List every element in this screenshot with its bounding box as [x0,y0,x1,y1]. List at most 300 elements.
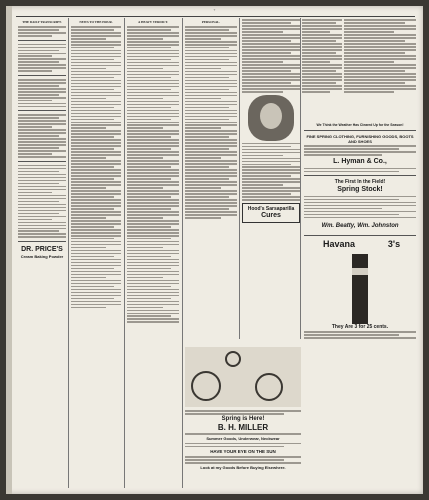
text-line [71,119,114,121]
text-line [71,151,121,153]
text-line [71,113,121,115]
text-line [185,89,229,91]
text-line [71,154,121,156]
text-line [127,29,171,31]
text-line [71,65,121,67]
text-line [71,71,121,73]
text-line [185,80,237,82]
text-line [18,165,66,167]
text-line [242,146,291,148]
text-line [18,236,66,238]
text-line [18,153,52,155]
text-line [71,208,114,210]
text-line [127,80,179,82]
text-line [304,337,416,339]
text-line [71,274,121,276]
col2-headline: NEWS TO THE HOUR. [79,20,113,24]
text-line [185,68,221,70]
text-line [127,116,179,118]
text-line [18,129,66,131]
text-line [185,32,237,34]
text-line [127,310,179,312]
text-line [127,238,171,240]
text-line [127,163,179,165]
text-line [242,187,300,189]
text-line [242,91,283,93]
text-line [71,241,121,243]
spring-stock-ad: Spring Stock! [337,186,383,194]
text-line [127,259,179,261]
text-line [18,53,66,55]
text-line [185,181,237,183]
text-line [71,256,114,258]
text-line [127,274,179,276]
text-line [18,219,52,221]
text-line [304,205,416,207]
text-line [71,247,106,249]
text-line [71,211,121,213]
hoods-ad-sub: Cures [261,211,281,219]
text-line [344,70,405,72]
text-line [185,175,237,177]
text-line [18,228,66,230]
text-line [71,122,121,124]
text-line [344,55,416,57]
text-line [185,169,237,171]
text-line [242,58,300,60]
text-line [71,244,121,246]
text-line [242,52,291,54]
text-line [127,83,179,85]
text-line [71,214,121,216]
text-line [127,172,179,174]
text-line [71,50,121,52]
text-line [127,268,171,270]
text-line [127,35,179,37]
text-line [185,113,237,115]
text-line [242,161,300,163]
text-line [71,235,121,237]
text-line [71,47,114,49]
havana-ad: Havana [322,238,356,249]
miller-ad: B. H. MILLER [217,422,269,432]
text-line [185,462,301,464]
text-line [185,47,229,49]
text-line [127,62,179,64]
text-line [18,174,66,176]
text-line [304,148,399,150]
text-line [127,122,179,124]
price-ad-brand: DR. PRICE'S [21,246,63,254]
text-line [18,55,52,57]
text-line [71,98,106,100]
text-line [127,142,179,144]
text-line [185,35,237,37]
text-line [71,175,121,177]
text-line [18,26,66,28]
text-line [18,150,66,152]
text-line [71,110,121,112]
text-line [18,103,66,105]
text-line [185,136,229,138]
column-rule [68,18,69,488]
price-ad-product: Cream Baking Powder [20,254,64,260]
text-line [242,190,300,192]
text-line [242,43,300,45]
text-line [71,62,121,64]
text-line [127,247,163,249]
text-line [71,265,121,267]
text-line [127,166,171,168]
text-line [127,169,179,171]
text-line [344,85,416,87]
text-line [242,164,291,166]
text-line [242,82,291,84]
text-line [71,217,106,219]
text-line [71,127,106,129]
text-line [71,77,114,79]
text-line [71,205,121,207]
text-line [344,40,405,42]
text-line [18,183,59,185]
text-line [185,163,237,165]
text-line [18,141,66,143]
text-line [71,172,121,174]
text-line [71,41,121,43]
text-line [127,89,171,91]
text-line [185,101,237,103]
text-line [18,123,66,125]
text-line [185,74,237,76]
text-line [304,151,416,153]
page-gutter [6,6,12,494]
text-line [242,143,300,145]
three-for-ad: They Are 3 for 25 cents. [331,323,389,330]
text-line [71,157,106,159]
text-line [185,44,237,46]
column-rule [304,175,416,176]
text-line [71,95,121,97]
newspaper-page [6,6,423,494]
text-line [185,119,229,121]
text-line [127,250,179,252]
text-line [185,443,301,445]
text-line [185,86,237,88]
text-line [71,59,114,61]
text-line [18,117,59,119]
text-line [344,88,416,90]
text-line [242,67,300,69]
text-line [18,195,66,197]
text-line [127,217,163,219]
text-line [127,280,179,282]
text-line [18,213,59,215]
text-line [18,216,66,218]
text-line [127,41,179,43]
text-line [18,210,66,212]
text-line [71,83,121,85]
text-line [127,205,179,207]
text-line [185,199,237,201]
text-line [185,211,237,213]
text-line [18,91,66,93]
text-line [71,178,114,180]
text-line [18,79,66,81]
text-line [127,101,179,103]
text-line [304,211,416,213]
text-line [185,446,284,448]
column-rule [182,18,183,488]
text-line [71,89,114,91]
text-line [185,160,237,162]
spring-here-ad: Spring is Here! [221,415,265,422]
text-line [127,145,179,147]
text-line [344,58,416,60]
text-line [185,187,221,189]
text-line [344,49,416,51]
portrait-illustration [248,95,294,141]
clothing-ad: FINE SPRING CLOTHING, FURNISHING GOODS, BOOTS AND SHOES [306,134,414,144]
text-line [127,104,179,106]
text-line [344,61,394,63]
text-line [185,142,237,144]
text-line [18,32,66,34]
text-line [304,196,416,198]
text-line [127,184,179,186]
text-line [242,70,291,72]
text-line [71,286,114,288]
text-line [242,79,300,81]
text-line [71,232,121,234]
first-in-field-ad: The First In the Field! [334,179,386,186]
text-line [185,196,229,198]
text-line [344,46,416,48]
text-line [185,56,237,58]
text-line [344,73,416,75]
column-rule [300,18,301,339]
text-line [127,65,179,67]
text-line [71,163,121,165]
text-line [127,107,171,109]
text-line [127,133,179,135]
text-line [242,155,283,157]
text-line [71,32,121,34]
text-line [127,318,179,320]
text-line [18,58,66,60]
text-line [344,19,416,21]
text-line [127,113,179,115]
text-line [71,193,121,195]
text-line [18,61,59,63]
column-rule [18,110,66,111]
text-line [18,204,66,206]
text-line [185,77,229,79]
text-line [185,148,229,150]
text-line [185,26,237,28]
text-line [71,298,114,300]
text-line [71,139,121,141]
text-line [304,199,399,201]
text-line [242,196,300,198]
column-6 [304,18,416,488]
text-line [71,86,121,88]
text-line [127,304,179,306]
text-line [127,220,179,222]
text-line [242,152,300,154]
text-line [18,88,66,90]
text-line [185,130,237,132]
text-line [127,160,179,162]
text-line [185,184,237,186]
text-line [71,283,121,285]
text-line [127,68,163,70]
text-line [127,286,171,288]
text-line [71,190,121,192]
column-rule [124,18,125,488]
text-line [18,177,66,179]
text-line [71,250,121,252]
column-rule [18,75,66,76]
text-line [242,172,300,174]
text-line [71,166,114,168]
column-rule [18,161,66,162]
text-line [185,59,229,61]
text-line [71,262,121,264]
text-line [242,73,300,75]
text-line [18,156,66,158]
text-line [127,307,163,309]
text-line [127,313,179,315]
text-line [18,222,66,224]
text-line [344,43,416,45]
text-line [71,44,121,46]
text-line [71,271,121,273]
text-line [185,38,221,40]
text-line [71,116,121,118]
text-line [71,26,121,28]
text-line [185,133,237,135]
text-line [242,34,300,36]
text-line [71,68,106,70]
text-line [242,178,300,180]
text-line [304,214,399,216]
text-line [18,186,66,188]
text-line [71,238,114,240]
text-line [185,217,221,219]
text-line [127,86,179,88]
text-line [185,413,284,415]
text-line [185,157,221,159]
text-line [344,64,416,66]
text-line [18,198,66,200]
text-line [185,151,237,153]
text-line [127,92,179,94]
column-2 [71,18,121,488]
text-line [242,169,300,171]
text-line [242,28,300,30]
text-line [127,301,179,303]
text-line [304,217,416,219]
text-line [127,271,179,273]
text-line [127,283,179,285]
figure-illustration [352,254,368,324]
text-line [242,158,300,160]
text-line [242,37,300,39]
text-line [127,50,179,52]
text-line [71,220,121,222]
text-line [18,44,66,46]
text-line [344,34,416,36]
text-line [127,56,179,58]
text-line [127,98,163,100]
text-line [242,22,291,24]
text-line [71,187,106,189]
text-line [304,145,416,147]
page-number: 7 [213,8,216,12]
text-line [71,53,121,55]
text-line [242,64,300,66]
text-line [127,214,179,216]
text-line [127,226,171,228]
text-line [127,110,179,112]
column-1 [18,18,66,488]
text-line [127,321,179,323]
text-line [18,94,59,96]
bottom-ads [185,344,301,488]
text-line [127,235,179,237]
text-line [71,74,121,76]
text-line [18,97,66,99]
text-line [185,178,229,180]
text-line [71,181,121,183]
text-line [127,229,179,231]
text-line [127,202,179,204]
text-line [71,295,121,297]
havana-ad-price: 3's [387,238,401,249]
text-line [242,85,300,87]
text-line [71,307,106,309]
text-line [18,47,66,49]
text-line [71,268,114,270]
text-line [344,82,405,84]
text-line [71,92,121,94]
text-line [18,106,66,108]
text-line [18,64,66,66]
column-4 [185,18,237,339]
text-line [127,53,179,55]
text-line [127,223,179,225]
text-line [127,208,171,210]
text-line [18,144,66,146]
text-line [242,31,283,33]
text-line [18,82,66,84]
text-line [18,114,66,116]
text-line [18,100,52,102]
text-line [127,157,163,159]
text-line [185,41,237,43]
column-5 [242,18,300,339]
text-line [242,175,291,177]
text-line [127,241,179,243]
text-line [127,151,179,153]
text-line [71,130,121,132]
text-line [127,59,171,61]
text-line [18,120,66,122]
text-line [344,25,416,27]
text-line [18,85,59,87]
text-line [185,65,237,67]
text-line [185,172,237,174]
